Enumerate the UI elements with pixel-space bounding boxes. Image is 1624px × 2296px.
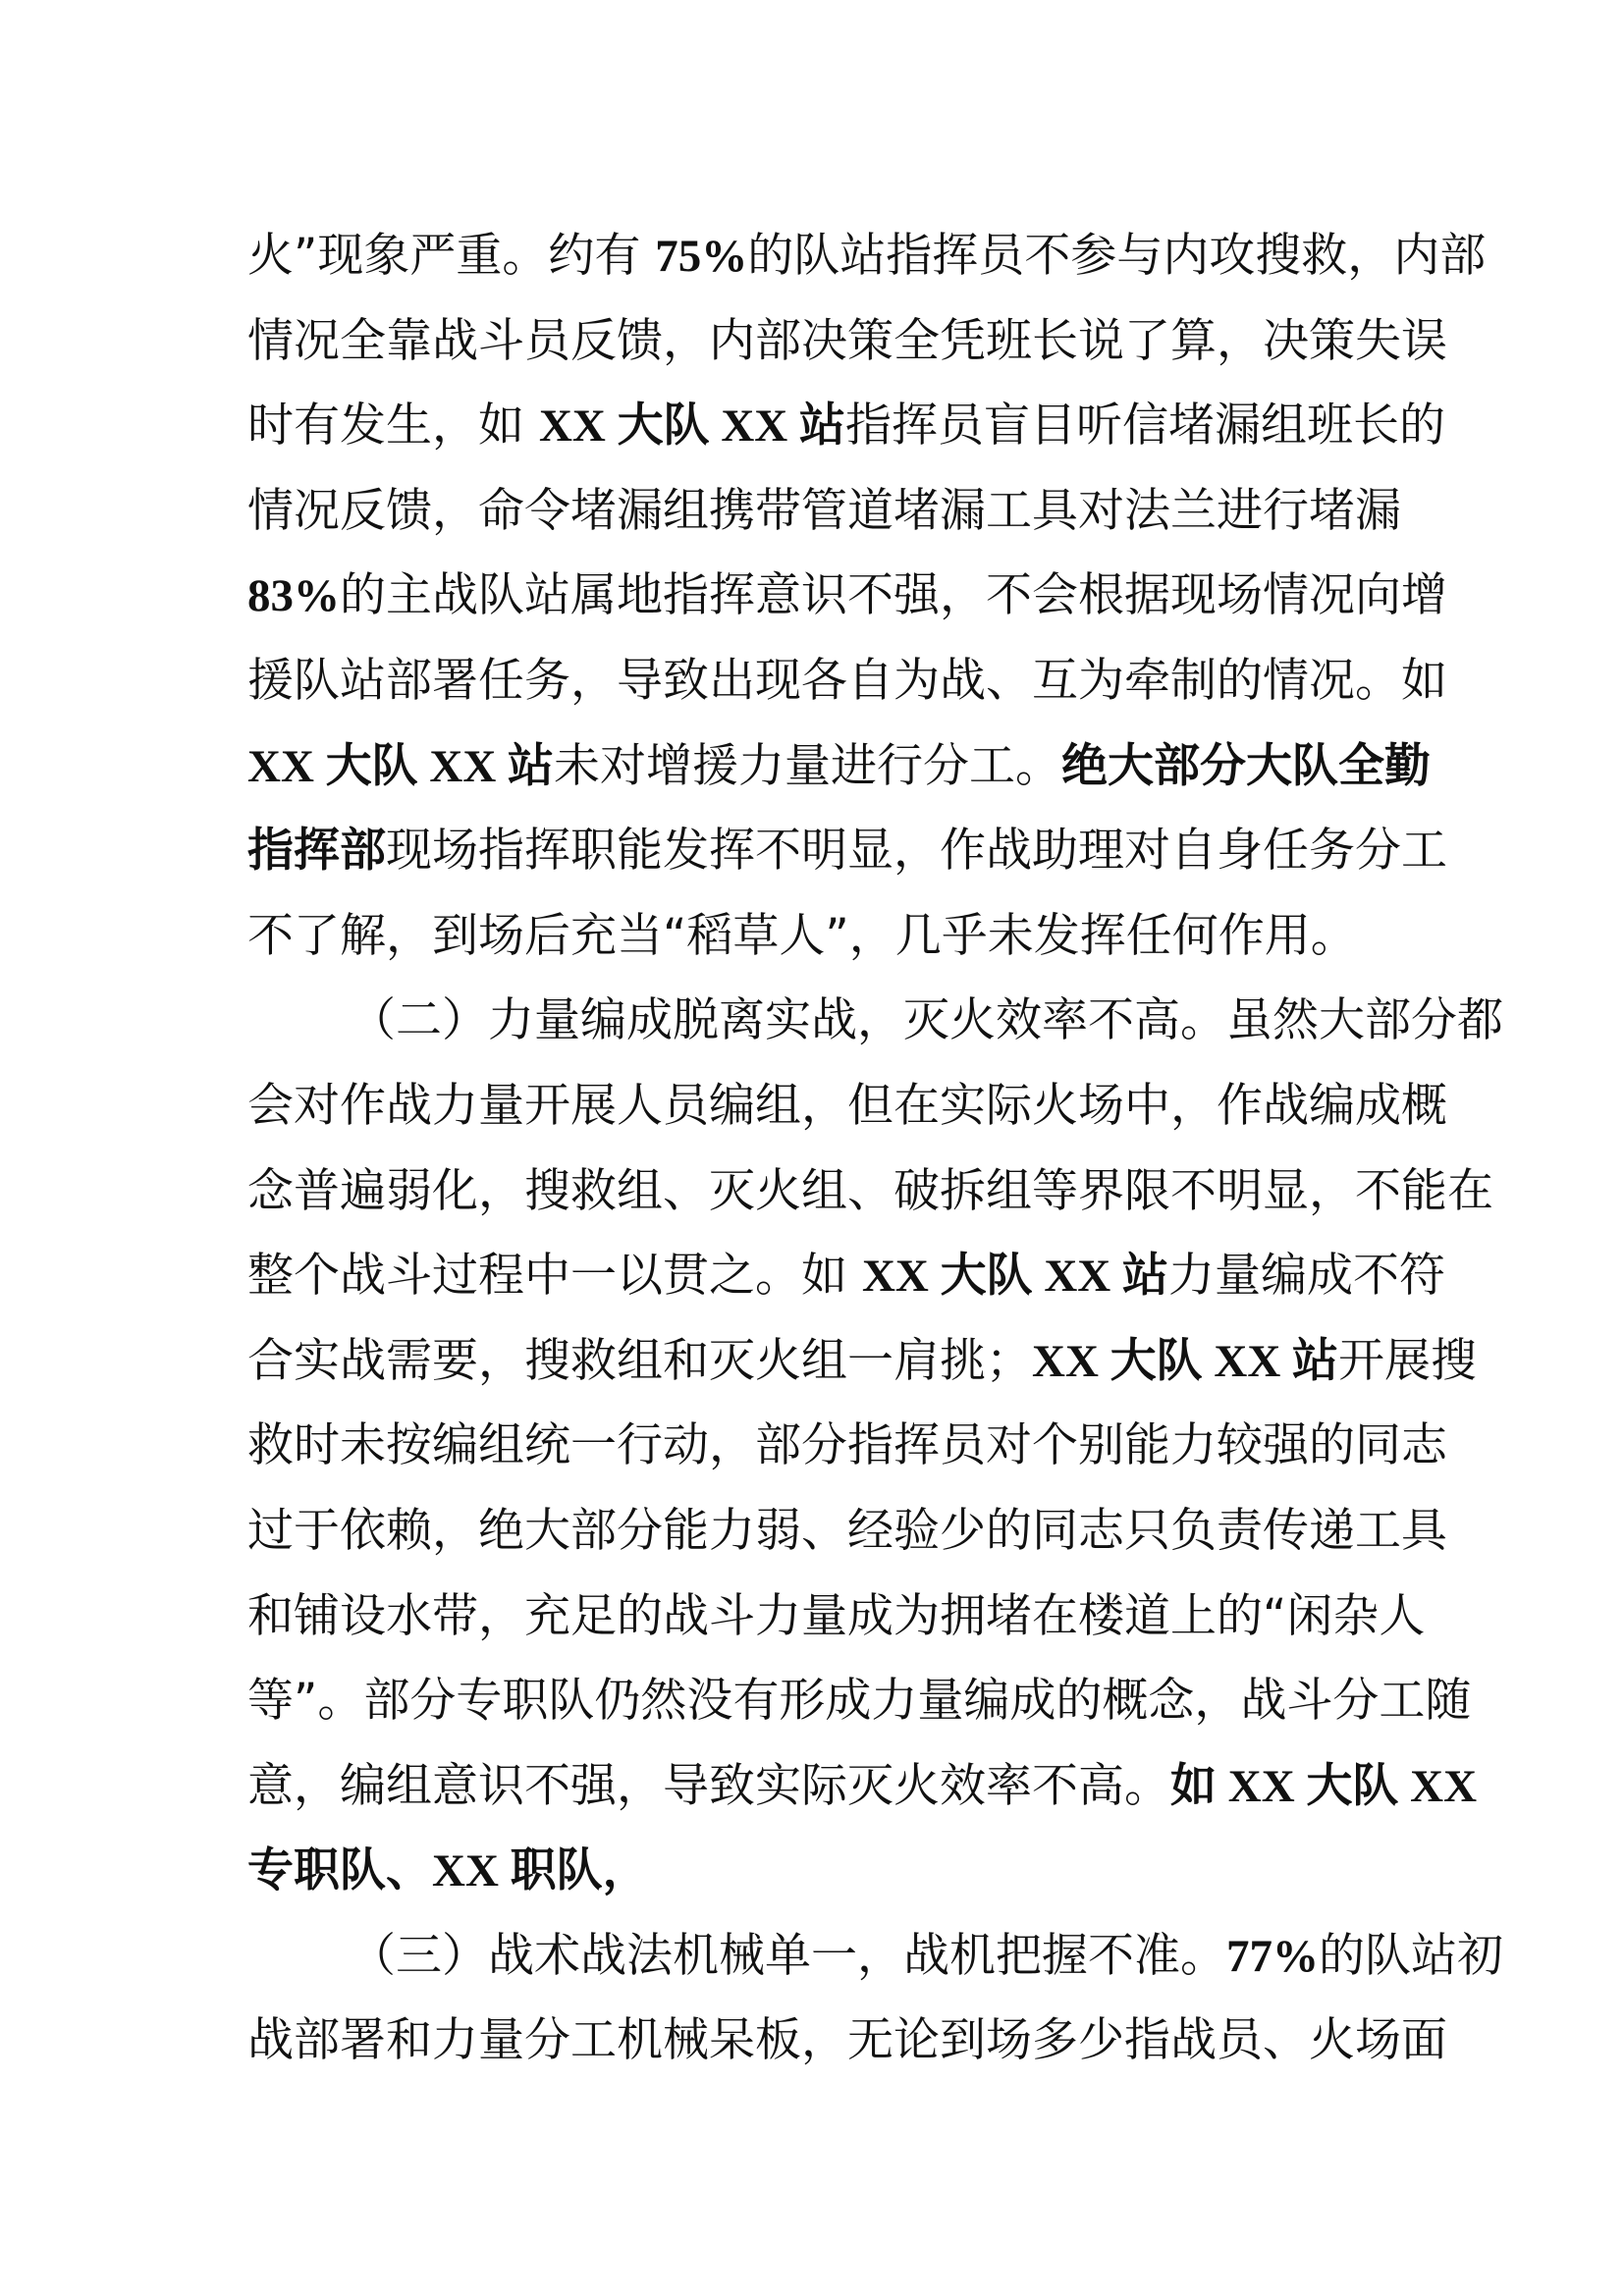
text: 现场指挥职能发挥不明显，作战助理对自身任务分工 (386, 824, 1447, 879)
text: 援队站部署任务，导致出现各自为战、互为牵制的情况。如 (247, 653, 1447, 708)
text-line (247, 1319, 1478, 1405)
text-line (247, 1489, 1447, 1575)
paragraph (247, 979, 1503, 1914)
text-line (247, 299, 1447, 385)
text: 战部署和力量分工机械呆板，无论到场多少指战员、火场面 (247, 2013, 1447, 2068)
text-line (247, 1914, 1503, 2000)
text: 整个战斗过程中一以贯之。如 (247, 1249, 862, 1304)
bold-text: XX 大队 XX 站 (538, 400, 845, 453)
document-body (247, 214, 1503, 2084)
text: （三）战术战法机械单一，战机把握不准。 (350, 1928, 1226, 1983)
text: 念普遍弱化，搜救组、灭火组、破拆组等界限不明显，不能在 (247, 1163, 1493, 1218)
text: 意，编组意识不强，导致实际灭火效率不高。 (247, 1758, 1170, 1813)
text: 过于依赖，绝大部分能力弱、经验少的同志只负责传递工具 (247, 1503, 1447, 1558)
text: 指挥员盲目听信堵漏组班长的 (844, 399, 1445, 454)
bold-text: XX 大队 XX 站 (247, 740, 555, 792)
text: 开展搜 (1338, 1333, 1478, 1388)
paragraph (247, 1914, 1503, 2084)
text-line (247, 724, 1432, 810)
text-line (247, 214, 1487, 299)
text: 合实战需要，搜救组和灭火组一肩挑； (247, 1333, 1032, 1388)
text-line (247, 554, 1447, 639)
bold-text: 指挥部 (247, 826, 386, 878)
text: 情况全靠战斗员反馈，内部决策全凭班长说了算，决策失误 (247, 313, 1447, 368)
text: 的队站指挥员不参与内攻搜救，内部 (747, 229, 1487, 283)
text-line (247, 1659, 1472, 1744)
text-line (247, 1404, 1447, 1489)
text: 救时未按编组统一行动，部分指挥员对个别能力较强的同志 (247, 1418, 1447, 1473)
text-line (247, 979, 1503, 1064)
text: 和铺设水带，充足的战斗力量成为拥堵在楼道上的“闲杂人 (247, 1588, 1426, 1643)
text: 会对作战力量开展人员编组，但在实际火场中，作战编成概 (247, 1078, 1447, 1133)
text: 力量编成不符 (1167, 1249, 1445, 1304)
text-line (247, 894, 1392, 980)
bold-text: 专职队、XX 职队， (247, 1845, 649, 1897)
text: 的主战队站属地指挥意识不强，不会根据现场情况向增 (340, 568, 1447, 623)
text-line (247, 809, 1447, 894)
bold-text: 83% (247, 570, 340, 622)
text: 不了解，到场后充当“稻草人”，几乎未发挥任何作用。 (247, 908, 1357, 963)
text: 时有发生，如 (247, 399, 539, 454)
text-line (247, 1575, 1426, 1660)
bold-text: 如 XX 大队 XX (1170, 1760, 1478, 1812)
paragraph (247, 214, 1487, 979)
text-line (247, 1829, 1392, 1914)
bold-text: XX 大队 XX 站 (861, 1251, 1168, 1303)
text: 未对增援力量进行分工。 (554, 738, 1062, 793)
text: 等”。部分专职队仍然没有形成力量编成的概念，战斗分工随 (247, 1674, 1472, 1729)
text: 情况反馈，命令堵漏组携带管道堵漏工具对法兰进行堵漏 (247, 483, 1401, 538)
text-line (247, 1744, 1478, 1830)
text-line (247, 1234, 1445, 1319)
text-line (247, 1064, 1447, 1149)
text: 的队站初 (1319, 1928, 1503, 1983)
text-line (247, 384, 1445, 469)
bold-text: XX 大队 XX 站 (1032, 1335, 1339, 1387)
text-line (247, 639, 1447, 724)
bold-text: 绝大部分大队全勤 (1061, 740, 1432, 792)
text-line (247, 1999, 1447, 2084)
text-line (247, 469, 1401, 555)
bold-text: 77% (1226, 1930, 1319, 1982)
bold-text: 75% (655, 231, 748, 282)
text: （二）力量编成脱离实战，灭火效率不高。虽然大部分都 (350, 993, 1503, 1048)
text: 火”现象严重。约有 (247, 229, 656, 283)
text-line (247, 1149, 1493, 1235)
